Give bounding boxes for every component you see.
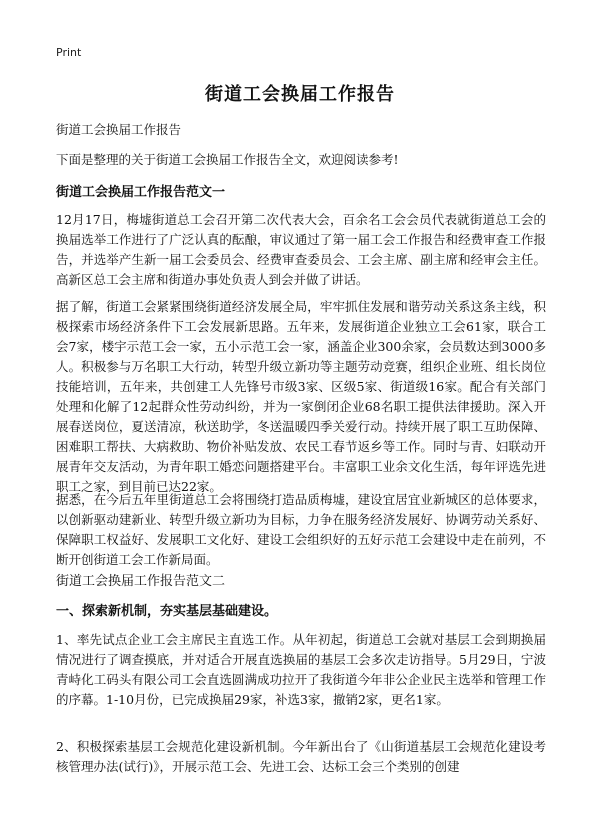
page-title: 街道工会换届工作报告 — [205, 84, 395, 105]
print-link[interactable]: Print — [56, 46, 82, 59]
paragraph-1: 12月17日，梅墟街道总工会召开第二次代表大会，百余名工会会员代表就街道总工会的换届选举工作进行了广泛认真的酝酿，审议通过了第一届工会工作报告和经费审查工作报告，并选举产生新一届工会委员会、经费审查委员会、工会主席、副主席和经审会主任。高新区总工会主席和街道办事处负责人到会并做了讲话。 — [56, 212, 546, 287]
paragraph-5: 2、积极探索基层工会规范化建设新机制。今年新出台了《山街道基层工会规范化建设考核管理办法(试行)》，开展示范工会、先进工会、达标工会三个类别的创建 — [56, 739, 546, 774]
paragraph-4: 1、率先试点企业工会主席民主直选工作。从年初起，街道总工会就对基层工会到期换届情况进行了调查摸底，并对适合开展直选换届的基层工会多次走访指导。5月29日，宁波青峙化工码头有限公司工会直选圆满成功拉开了我街道今年非公企业民主选举和管理工作的序幕。1-10月份，已完成换届29家，补选3家，撤销2家，更名1家。 — [56, 632, 546, 707]
document-subtitle: 街道工会换届工作报告 — [56, 122, 182, 137]
intro-paragraph: 下面是整理的关于街道工会换届工作报告全文，欢迎阅读参考! — [56, 152, 399, 167]
section-heading-1: 街道工会换届工作报告范文一 — [56, 185, 226, 200]
sub-heading-1: 一、探索新机制，夯实基层基础建设。 — [56, 604, 278, 619]
paragraph-2: 据了解，街道工会紧紧围绕街道经济发展全局，牢牢抓住发展和谐劳动关系这条主线，积极探索市场经济条件下工会发展新思路。五年来，发展街道企业独立工会61家，联合工会7家，楼宇示范工会一家，五小示范工会一家，涵盖企业300余家，会员数达到3000多人。积极参与万名职工大行动，转型升级立新功等主题劳动竞赛，组织企业班、组长岗位技能培训，五年来，共创建工人先锋号市级3家、区级5家、街道级16家。配合有关部门处理和化解了12起群众性劳动纠纷，并为一家倒闭企业68名职工提供法律援助。深入开展春送岗位，夏送清凉，秋送助学，冬送温暖四季关爱行动。持续开展了职工互助保障、困难职工帮扶、大病救助、物价补贴发放、农民工春节返乡等工作。同时与青、妇联动开展青年交友活动，为青年职工婚恋问题搭建平台。丰富职工业余文化生活，每年评选先进职工之家，到目前已达22家。 — [56, 299, 546, 494]
paragraph-3: 据悉，在今后五年里街道总工会将围绕打造品质梅墟，建设宜居宜业新城区的总体要求，以创新驱动建新业、转型升级立新功为目标，力争在服务经济发展好、协调劳动关系好、保障职工权益好、发展职工文化好、建设工会组织好的五好示范工会建设中走在前列，不断开创街道工会工作新局面。 — [56, 492, 546, 567]
section-heading-2: 街道工会换届工作报告范文二 — [56, 574, 226, 589]
